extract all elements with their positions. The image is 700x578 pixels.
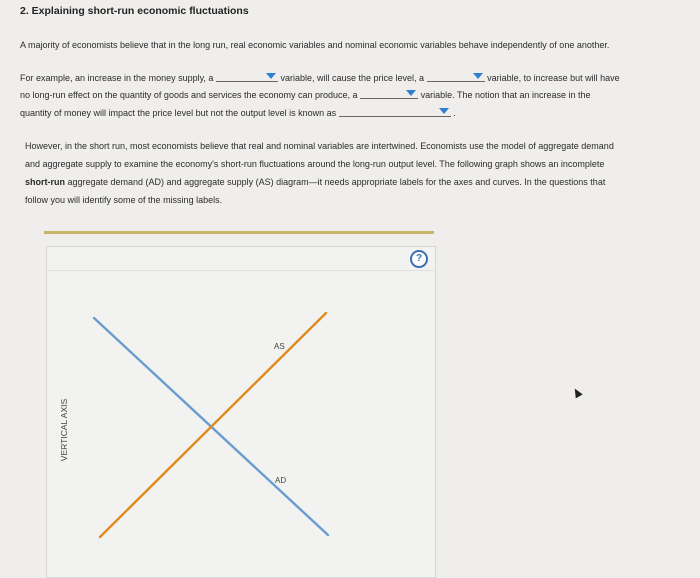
para2-line2: and aggregate supply to examine the economy's short-run fluctuations around the long-run output level. The following graph shows an incomplete <box>25 159 605 169</box>
para1-line1: For example, an increase in the money supply, a variable, will cause the price level, a variable, to increase but will have <box>20 73 620 83</box>
vertical-axis-label: VERTICAL AXIS <box>59 398 69 462</box>
para2-line3: short-run aggregate demand (AD) and aggregate supply (AS) diagram—it needs appropriate labels for the axes and curves. In the questions that <box>25 177 606 187</box>
ad-curve-label: AD <box>275 476 287 485</box>
para1-line3: quantity of money will impact the price level but not the output level is known as . <box>20 108 456 118</box>
question-title: 2. Explaining short-run economic fluctuations <box>20 5 249 17</box>
para2-line4: follow you will identify some of the missing labels. <box>25 195 223 205</box>
as-curve <box>100 313 326 537</box>
para1-line2: no long-run effect on the quantity of goods and services the economy can produce, a variable. The notion that an increase in the <box>20 90 591 100</box>
as-curve-label: AS <box>274 342 285 351</box>
para2-line1: However, in the short run, most economists believe that real and nominal variables are intertwined. Economists use the model of aggregate demand <box>25 141 614 151</box>
help-icon[interactable]: ? <box>410 250 428 268</box>
intro-text: A majority of economists believe that in the long run, real economic variables and nominal economic variables behave independently of one another. <box>20 40 610 50</box>
